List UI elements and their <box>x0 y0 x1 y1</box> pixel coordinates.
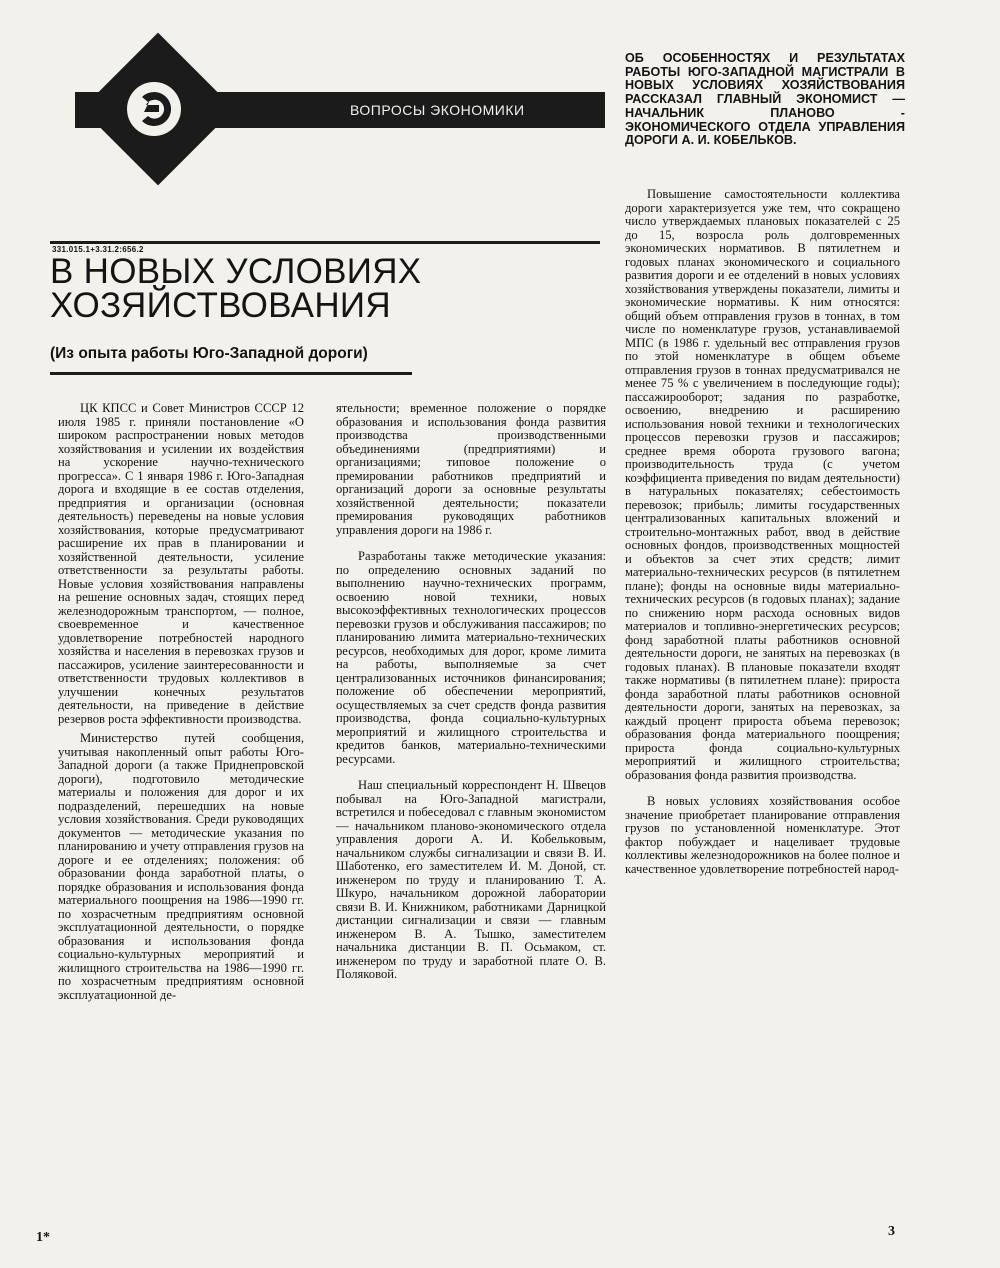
rubric-label: ВОПРОСЫ ЭКОНОМИКИ <box>350 102 525 118</box>
paragraph: Наш специальный корреспондент Н. Швецов побывал на Юго-Западной магистрали, встретился и побеседовал с главным экономистом — начальником планово-экономического отдела управления дороги А. И. Кобельковым, начальником службы сигнализации и связи В. И. Шаботенко, его заместителем И. М. Доной, ст. инженером по труду и планированию Т. А. Шкуро, начальником дорожной лаборатории связи В. И. Книжником, работниками Дарницкой дистанции сигнализации и связи — главным инженером В. А. Тышко, заместителем начальника дистанции В. П. Осьмаком, ст. инженером по труду и заработной плате О. В. Поляковой. <box>336 778 606 981</box>
paragraph: Разработаны также методические указания: по определению основных заданий по выполнению научно-технических программ, освоению новой техники, новых высокоэффективных технологических процессов перевозки грузов и обслуживания пассажиров; по планированию лимита материально-технических ресурсов, необходимых для дорог, кроме лимита на работы, выполняемые за счет централизованных источников финансирования; положение об обеспечении мероприятий, осуществляемых за счет средств фонда развития производства, фонда социально-культурных мероприятий и жилищного строительства и кредитов банков, материально-техническими ресурсами. <box>336 549 606 766</box>
text-column-2 <box>336 402 606 982</box>
page-number: 3 <box>888 1224 895 1239</box>
udc-code: 331.015.1+3.31.2:656.2 <box>52 245 144 254</box>
paragraph: ятельности; временное положение о порядке образования и использования фонда развития производства производственными объединениями (предприятиями) и организациями; типовое положение о премировании работников предприятий и организаций дороги за основные результаты хозяйственной деятельности; показатели премирования руководящих работников управления дороги на 1986 г. <box>336 401 606 537</box>
udc-rule <box>50 241 600 244</box>
paragraph: В новых условиях хозяйствования особое значение приобретает планирование отправления грузов по установленной номенклатуре. Этот фактор побуждает и нацеливает трудовые коллективы железнодорожников на более полное и качественное удовлетворение потребностей народ- <box>625 794 900 876</box>
paragraph: ЦК КПСС и Совет Министров СССР 12 июля 1985 г. приняли постановление «О широком распространении новых методов хозяйствования и усилении их воздействия на ускорение научно-технического прогресса». С 1 января 1986 г. Юго-Западная дорога и входящие в ее состав отделения, предприятия и организации (основная деятельность) переведены на новые условия хозяйствования, которые предусматривают расширение их прав в планировании и хозяйственной деятельности, усиление ответственности за результаты работы. Новые условия хозяйствования направлены на решение основных задач, стоящих перед железнодорожным транспортом, — полное, своевременное и качественное удовлетворение потребностей народного хозяйства и населения в перевозках грузов и пассажиров, усиление заинтересованности и ответственности трудовых коллективов в улучшении конечных результатов деятельности, на приведение в действие резервов роста эффективности производства. <box>58 401 304 726</box>
text-column-3 <box>625 188 900 876</box>
text-column-1 <box>58 402 304 1002</box>
paragraph: Повышение самостоятельности коллектива дороги характеризуется уже тем, что сокращено число утверждаемых плановых показателей с 25 до 15, возросла роль долговременных экономических нормативов. В пятилетнем и годовых планах экономического и социального развития дороги и ее отделений в новых условиях хозяйствования утверждены показатели, лимиты и экономические нормативы. К ним относятся: общий объем отправления грузов в тоннах, в том числе по номенклатуре грузов, устанавливаемой МПС (в 1986 г. удельный вес отправления грузов по этой номенклатуре в общем объеме отправления грузов в тоннах предусматривался не менее 75 % с увеличением в последующие годы); пассажирооборот; задания по разработке, освоению, внедрению и расширению использования новой техники и технологических процессов перевозки грузов и пассажиров; среднее время оборота грузового вагона; производительность труда (с учетом коэффициента приведения по видам деятельности) в натуральных показателях; себестоимость перевозок; прибыль; лимиты государственных централизованных капитальных вложений и строительно-монтажных работ, ввод в действие основных фондов, производственных мощностей и объектов за счет этих средств; лимит материально-технических ресурсов (в пятилетнем плане); фонды на основные виды материально-технических ресурсов (в годовых планах); задание по снижению норм расхода основных видов материалов и топливно-энергетических ресурсов; фонд заработной платы работников основной деятельности дороги, не занятых на перевозках (в годовых планах). В плановые показатели входят также нормативы (в пятилетнем плане): прироста фонда заработной платы работников основной деятельности дороги, занятых на перевозках, за каждый процент прироста объема перевозок; образования фонда материального поощрения; прироста фонда социально-культурных мероприятий и жилищного строительства; образования фонда развития производства. <box>625 187 900 782</box>
subtitle-rule <box>50 372 412 375</box>
signature-mark: 1* <box>36 1230 50 1245</box>
article-lead: ОБ ОСОБЕННОСТЯХ И РЕЗУЛЬТАТАХ РАБОТЫ ЮГО-ЗАПАДНОЙ МАГИСТРАЛИ В НОВЫХ УСЛОВИЯХ ХОЗЯЙСТВОВАНИЯ РАССКАЗАЛ ГЛАВНЫЙ ЭКОНОМИСТ — НАЧАЛЬНИК ПЛАНОВО - ЭКОНОМИЧЕСКОГО ОТДЕЛА УПРАВЛЕНИЯ ДОРОГИ А. И. КОБЕЛЬКОВ. <box>625 51 905 148</box>
article-subtitle: (Из опыта работы Юго-Западной дороги) <box>50 345 368 362</box>
paragraph: Министерство путей сообщения, учитывая накопленный опыт работы Юго-Западной дороги (а также Приднепровской дороги), подготовило методические материалы и положения для дорог и их подразделений, перешедших на новые условия хозяйствования. Среди руководящих документов — методические указания по планированию и учету отправления грузов на дороге и ее отделениях; положения: об образовании фонда заработной платы, о порядке образования и использования фонда материального поощрения на 1986—1990 гг. по хозрасчетным предприятиям основной эксплуатационной деятельности, о порядке образования и использования фонда социально-культурных мероприятий и жилищного строительства на 1986—1990 гг. по хозрасчетным предприятиям основной эксплуатационной де- <box>58 731 304 1002</box>
article-title: В НОВЫХ УСЛОВИЯХ ХОЗЯЙСТВОВАНИЯ <box>50 252 422 325</box>
economy-e-icon <box>118 73 190 145</box>
